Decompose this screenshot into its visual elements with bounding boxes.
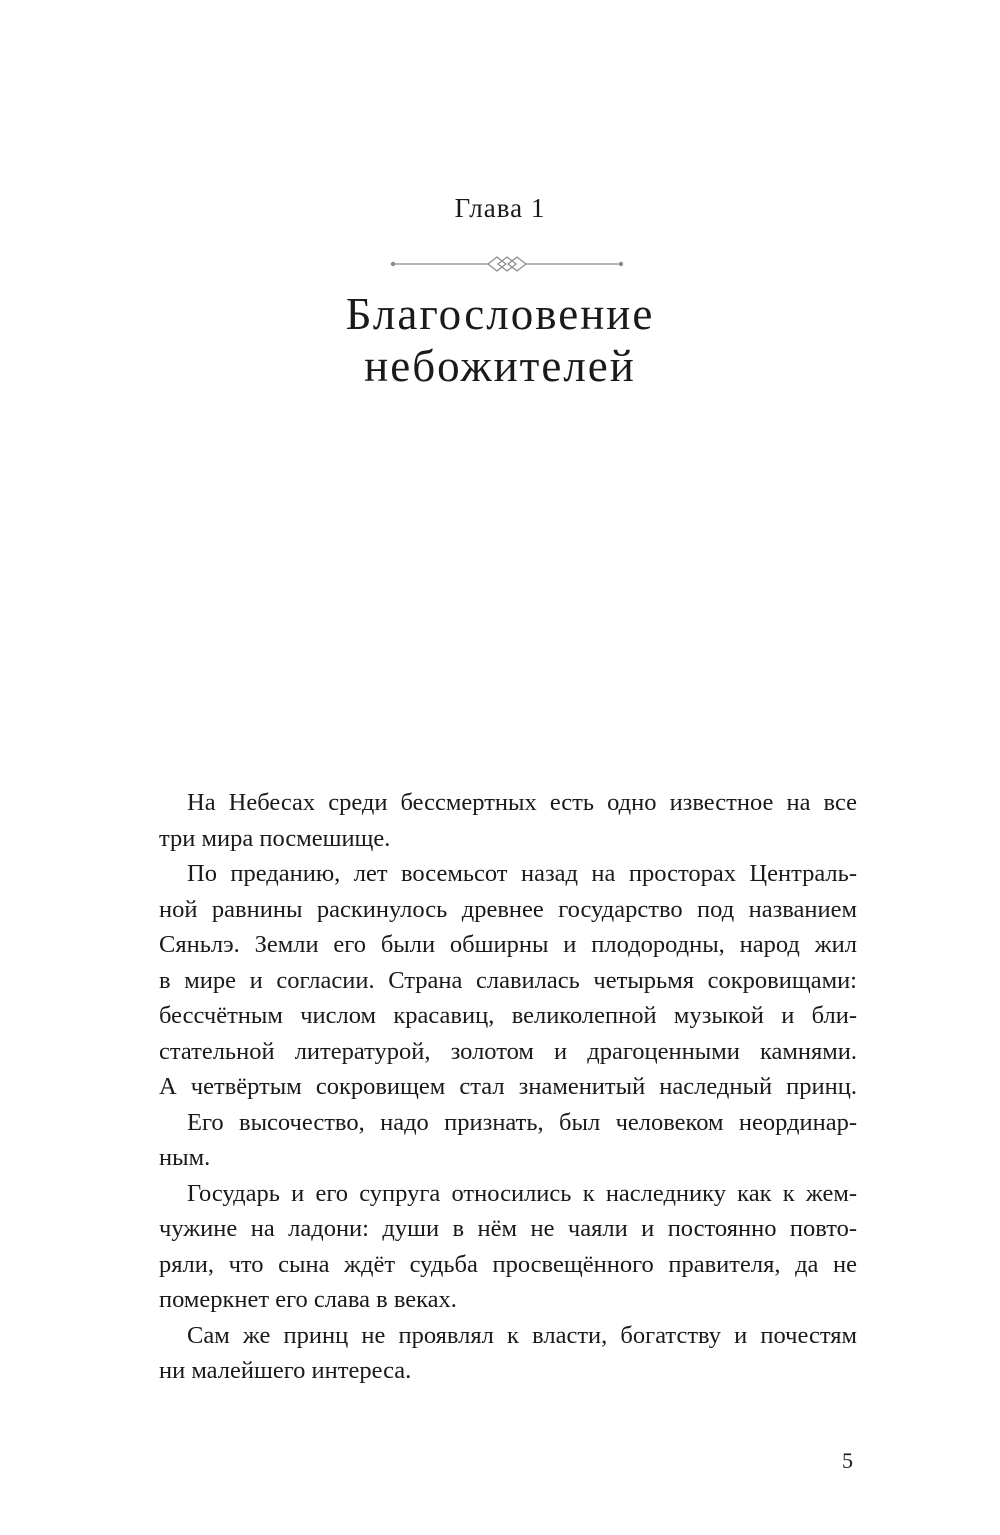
text-line: Сам же принц не проявлял к власти, богатству и почестям: [187, 1321, 857, 1349]
text-line: Государь и его супруга относились к наследнику как к жем-: [187, 1179, 857, 1207]
page-number: 5: [842, 1448, 853, 1473]
text-line: ни малейшего интереса.: [159, 1357, 412, 1384]
text-line: По преданию, лет восемьсот назад на просторах Централь-: [187, 860, 857, 887]
text-line: Его высочество, надо признать, был человеком неординар-: [187, 1108, 857, 1136]
paragraph-4: [159, 1176, 857, 1318]
text-line: чужине на ладони: души в нём не чаяли и постоянно повто-: [159, 1215, 857, 1242]
paragraph-1: [159, 785, 857, 856]
text-line: три мира посмешище.: [159, 824, 391, 852]
text-line: в мире и согласии. Страна славилась четырьмя сокровищами:: [159, 966, 857, 994]
text-line: ным.: [159, 1144, 211, 1171]
text-line: На Небесах среди бессмертных есть одно известное на все: [187, 789, 857, 816]
text-line: Сяньлэ. Земли его были обширны и плодородны, народ жил: [159, 931, 857, 958]
chapter-ornament-divider: [388, 254, 626, 274]
chapter-title: [0, 288, 1000, 392]
text-line: А четвёртым сокровищем стал знаменитый наследный принц.: [159, 1073, 857, 1100]
chapter-body-text: [159, 785, 857, 1389]
text-line: стательной литературой, золотом и драгоценными камнями.: [159, 1037, 857, 1065]
paragraph-2: [159, 856, 857, 1105]
text-line: ряли, что сына ждёт судьба просвещённого правителя, да не: [159, 1250, 857, 1278]
text-line: бессчётным числом красавиц, великолепной музыкой и бли-: [159, 1002, 857, 1029]
chapter-title-line-2: небожителей: [364, 341, 636, 391]
text-line: померкнет его слава в веках.: [159, 1286, 457, 1313]
chapter-title-line-1: Благословение: [345, 289, 655, 339]
paragraph-5: [159, 1318, 857, 1389]
chapter-label: Глава 1: [454, 193, 546, 223]
paragraph-3: [159, 1105, 857, 1176]
text-line: ной равнины раскинулось древнее государство под названием: [159, 895, 857, 923]
